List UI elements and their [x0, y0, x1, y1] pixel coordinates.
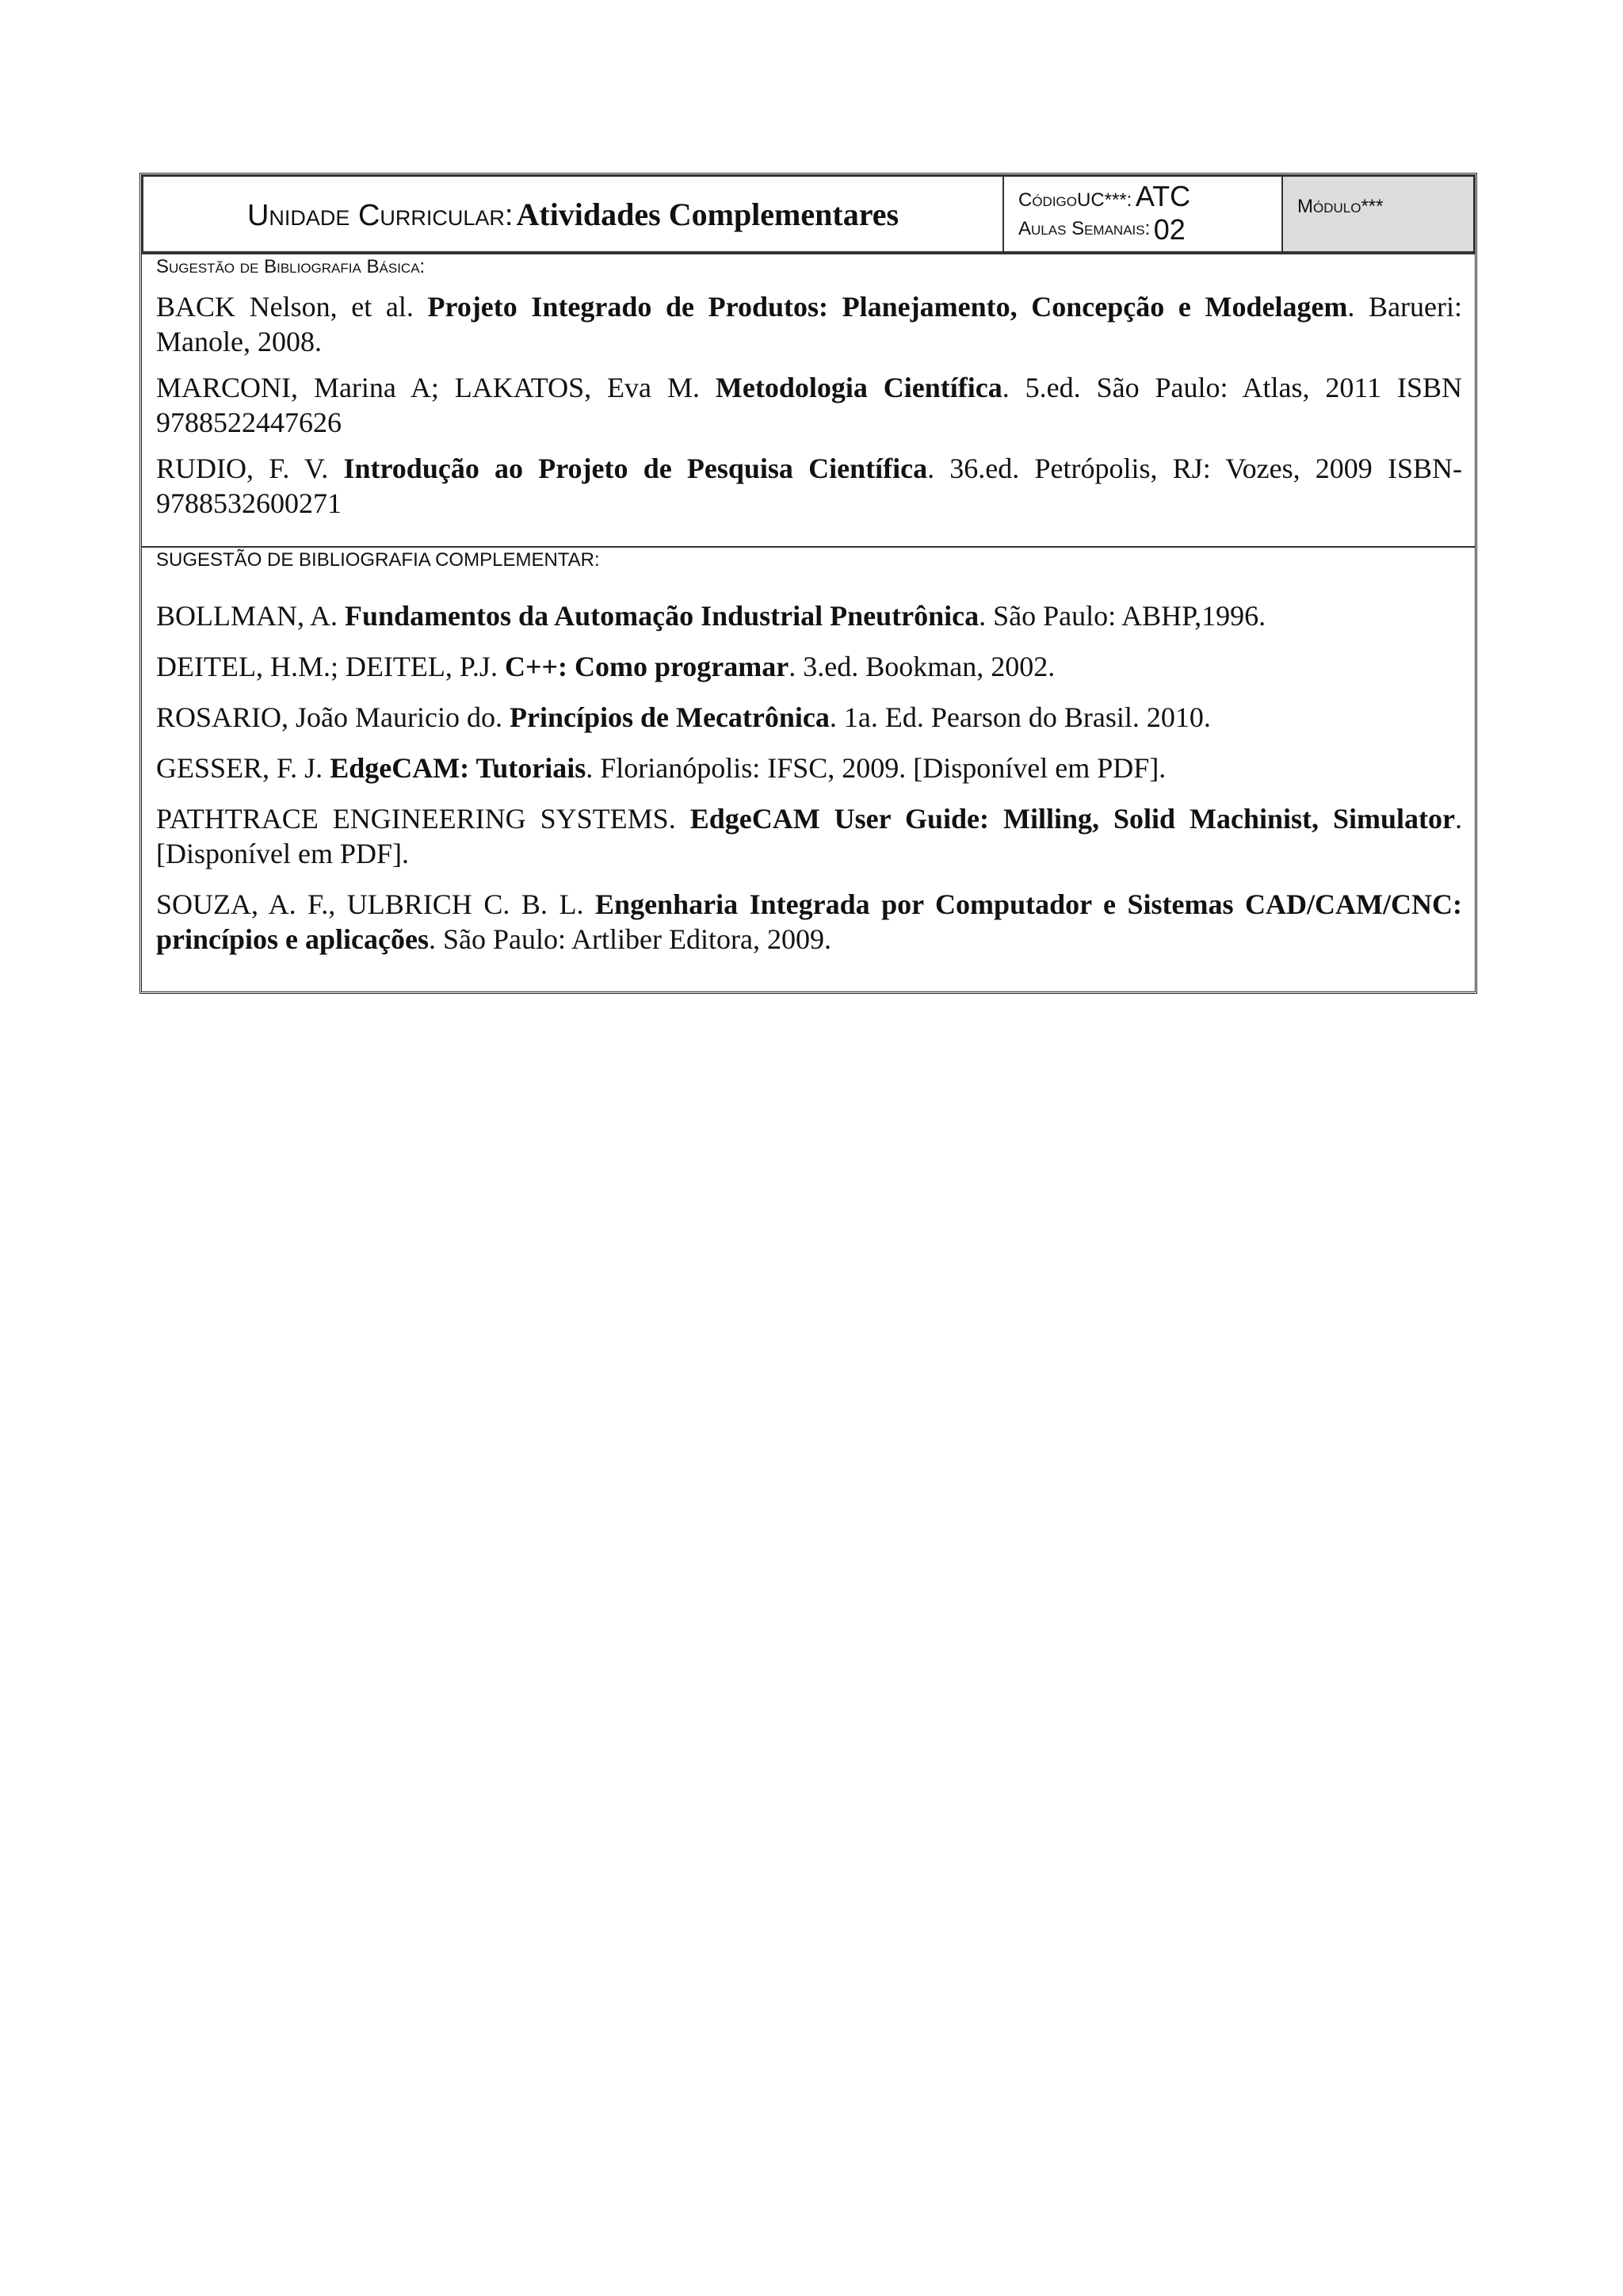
header-row [142, 175, 1475, 253]
complementary-ref-4: GESSER, F. J. EdgeCAM: Tutoriais. Florianópolis: IFSC, 2009. [Disponível em PDF]. [156, 752, 1167, 784]
complementary-ref-5: PATHTRACE ENGINEERING SYSTEMS. EdgeCAM User Guide: Milling, Solid Machinist, Simulator. [Disponível em PDF]. [156, 803, 1462, 869]
unit-title-cell [143, 176, 1003, 252]
complementary-ref-3: ROSARIO, João Mauricio do. Princípios de Mecatrônica. 1a. Ed. Pearson do Brasil. 2010. [156, 701, 1211, 733]
basic-bibliography-title: Sugestão de Bibliografia Básica: [156, 256, 426, 277]
module-label: Módulo*** [1297, 196, 1384, 217]
basic-ref-1: BACK Nelson, et al. Projeto Integrado de Produtos: Planejamento, Concepção e Modelagem. Barueri: Manole, 2008. [156, 291, 1463, 357]
basic-ref-2: MARCONI, Marina A; LAKATOS, Eva M. Metodologia Científica. 5.ed. São Paulo: Atlas, 2011 ISBN 9788522447626 [156, 372, 1462, 438]
code-label: CódigoUC***: [1018, 189, 1132, 211]
complementary-bibliography-section [142, 546, 1475, 991]
basic-ref-3: RUDIO, F. V. Introdução ao Projeto de Pesquisa Científica. 36.ed. Petrópolis, RJ: Vozes, 2009 ISBN-9788532600271 [156, 453, 1463, 519]
weekly-classes-value: 02 [1153, 213, 1186, 246]
unit-name: Atividades Complementares [516, 196, 899, 232]
code-cell [1003, 176, 1282, 252]
module-cell [1282, 176, 1474, 252]
curricular-unit-table [139, 173, 1477, 994]
unit-label: Unidade Curricular: [246, 198, 514, 232]
complementary-ref-6: SOUZA, A. F., ULBRICH C. B. L. Engenharia Integrada por Computador e Sistemas CAD/CAM/CNC: princípios e aplicações. São Paulo: Artliber Editora, 2009. [156, 888, 1463, 955]
code-value: ATC [1135, 180, 1191, 212]
complementary-ref-2: DEITEL, H.M.; DEITEL, P.J. C++: Como programar. 3.ed. Bookman, 2002. [156, 651, 1056, 682]
complementary-bibliography-title: SUGESTÃO DE BIBLIOGRAFIA COMPLEMENTAR: [156, 549, 600, 571]
weekly-classes-label: Aulas Semanais: [1018, 218, 1151, 239]
basic-bibliography-section [142, 253, 1475, 546]
complementary-ref-1: BOLLMAN, A. Fundamentos da Automação Industrial Pneutrônica. São Paulo: ABHP,1996. [156, 600, 1266, 632]
